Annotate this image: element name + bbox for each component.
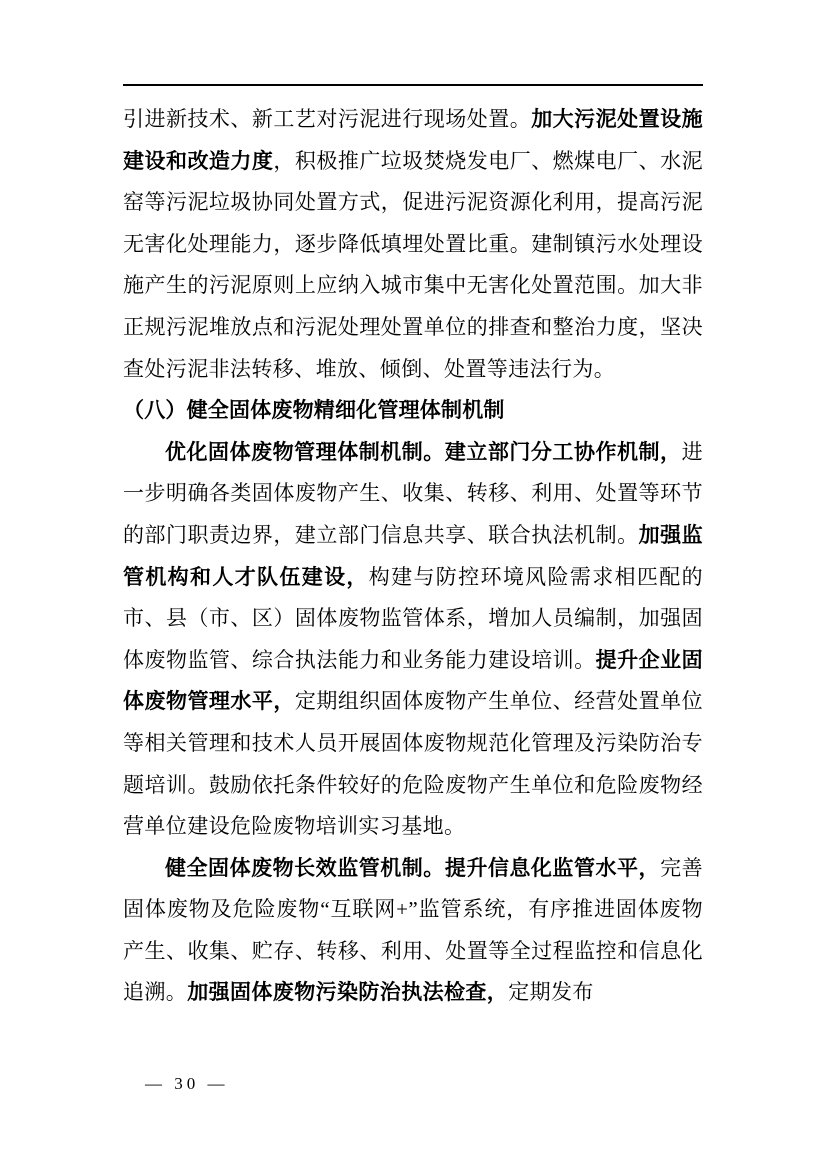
text-segment: 引进新技术、新工艺对污泥进行现场处置。 (123, 107, 532, 131)
bold-text-segment: 加强固体废物污染防治执法检查， (187, 980, 509, 1005)
paragraph-management-mechanism (123, 432, 703, 848)
bold-text-segment: 优化固体废物管理体制机制。建立部门分工协作机制， (165, 439, 682, 464)
page-number: — 30 — (145, 1074, 229, 1093)
bold-text-segment: 加大污泥处置设施建设和改造力度 (123, 107, 703, 173)
text-segment: 进一步明确各类固体废物产生、收集、转移、利用、处置等环节的部门职责边界，建立部门信息共享、联合执法机制。 (123, 439, 703, 547)
text-segment: 构建与防控环境风险需求相匹配的市、县（市、区）固体废物监管体系，增加人员编制，加强固体废物监管、综合执法能力和业务能力建设培训。 (123, 564, 703, 672)
text-segment: ，积极推广垃圾焚烧发电厂、燃煤电厂、水泥窑等污泥垃圾协同处置方式，促进污泥资源化利用，提高污泥无害化处理能力，逐步降低填埋处置比重。建制镇污水处理设施产生的污泥原则上应纳入城市集中无害化处置范围。加大非正规污泥堆放点和污泥处理处置单位的排查和整治力度，坚决查处污泥非法转移、堆放、倾倒、处置等违法行为。 (123, 148, 703, 381)
bold-text-segment: 健全固体废物长效监管机制。提升信息化监管水平， (165, 855, 661, 880)
text-segment: 定期发布 (508, 980, 594, 1005)
bold-text-segment: 提升企业固体废物管理水平， (123, 647, 703, 714)
page-footer (145, 1072, 229, 1096)
paragraph-sludge-disposal (123, 99, 703, 390)
text-segment: 完善固体废物及危险废物“互联网+”监管系统，有序推进固体废物产生、收集、贮存、转移、利用、处置等全过程监控和信息化追溯。 (123, 855, 703, 1005)
text-segment: 定期组织固体废物产生单位、经营处置单位等相关管理和技术人员开展固体废物规范化管理及污染防治专题培训。鼓励依托条件较好的危险废物产生单位和危险废物经营单位建设危险废物培训实习基地。 (123, 689, 703, 839)
section-heading: （八）健全固体废物精细化管理体制机制 (123, 399, 505, 423)
bold-text-segment: 加强监管机构和人才队伍建设， (123, 522, 703, 589)
paragraph-longterm-supervision (123, 848, 703, 1014)
document-body (123, 99, 703, 1014)
header-rule (123, 84, 703, 86)
